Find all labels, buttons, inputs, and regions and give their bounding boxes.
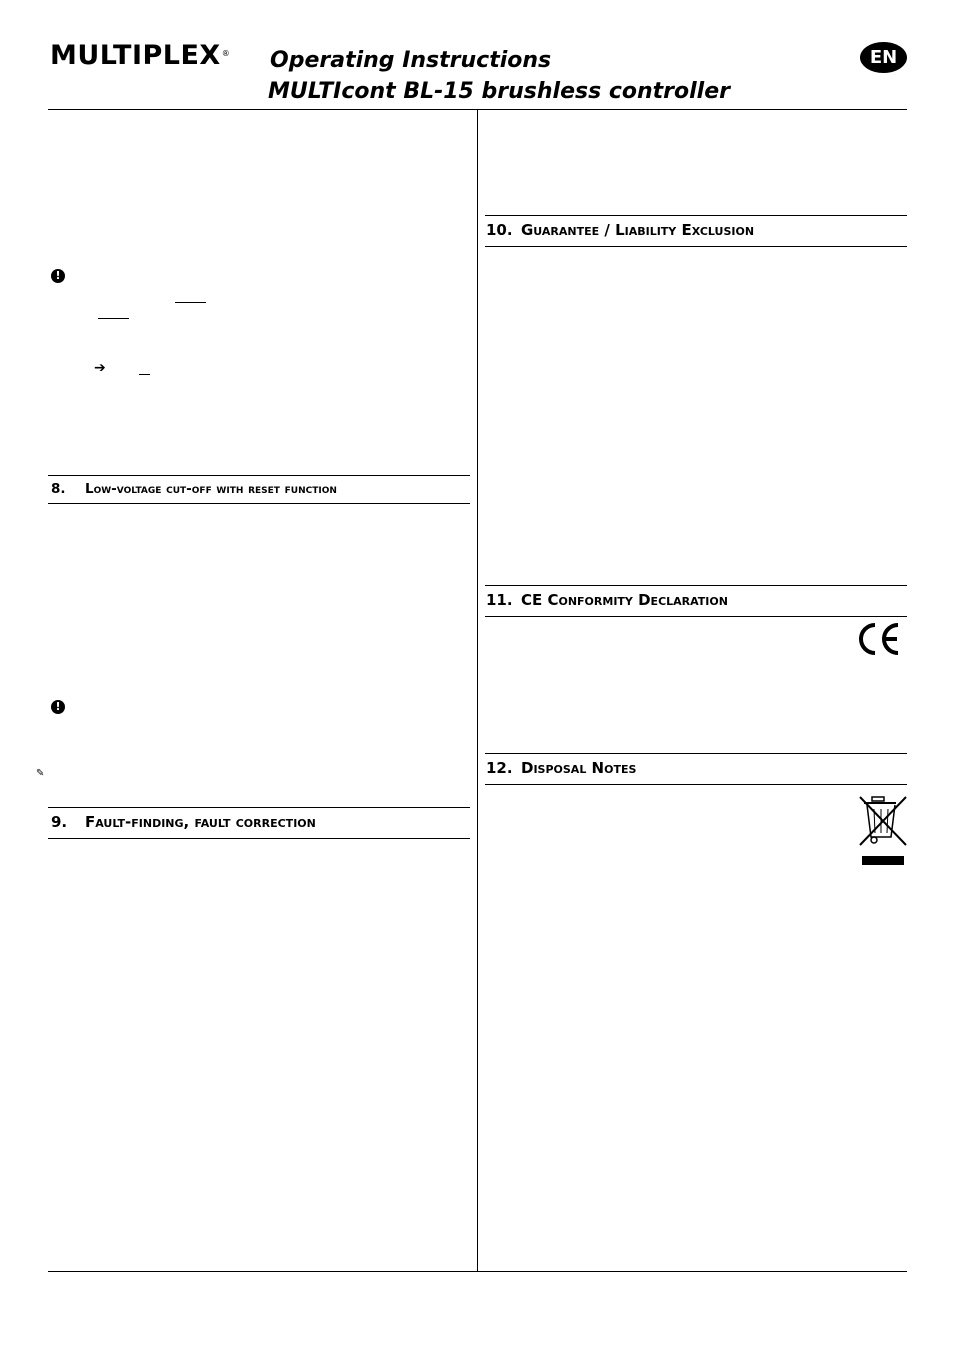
section10-title: Guarantee / Liability Exclusion xyxy=(521,221,755,239)
section9-rule-bottom xyxy=(48,838,470,839)
section8-rule-bottom xyxy=(48,503,470,504)
column-divider xyxy=(477,109,478,1271)
crossed-out-bin-icon xyxy=(858,795,908,867)
underline-mark xyxy=(139,374,150,375)
section8-heading xyxy=(51,480,337,498)
ce-mark-icon xyxy=(856,621,902,657)
footer-rule xyxy=(48,1271,907,1272)
language-badge: EN xyxy=(860,42,907,73)
section10-heading xyxy=(486,221,754,239)
section11-heading xyxy=(486,591,728,609)
section8-number: 8. xyxy=(51,481,66,497)
underline-mark xyxy=(98,318,129,319)
section10-number: 10. xyxy=(486,221,513,239)
section8-rule-top xyxy=(48,475,470,476)
section11-rule-top xyxy=(485,585,907,586)
underline-mark xyxy=(175,302,206,303)
warning-icon: ! xyxy=(51,700,65,714)
section10-rule-top xyxy=(485,215,907,216)
section11-rule-bottom xyxy=(485,616,907,617)
note-icon: ✎ xyxy=(36,768,45,779)
brand-name: MULTIPLEX xyxy=(50,40,221,71)
section8-title: Low-voltage cut-off with reset function xyxy=(85,481,337,497)
section9-title: Fault-finding, fault correction xyxy=(85,813,316,831)
section11-title: CE Conformity Declaration xyxy=(521,591,728,609)
registered-mark: ® xyxy=(221,49,231,58)
doc-title-line2: MULTIcont BL-15 brushless controller xyxy=(268,79,730,104)
section12-title: Disposal Notes xyxy=(521,759,637,777)
section10-rule-bottom xyxy=(485,246,907,247)
brand-logo xyxy=(50,42,230,70)
section11-number: 11. xyxy=(486,591,513,609)
section9-heading xyxy=(51,813,316,831)
arrow-right-icon: ➔ xyxy=(94,360,106,376)
section9-number: 9. xyxy=(51,813,68,831)
section12-rule-top xyxy=(485,753,907,754)
section12-heading xyxy=(486,759,636,777)
section12-number: 12. xyxy=(486,759,513,777)
section12-rule-bottom xyxy=(485,784,907,785)
section9-rule-top xyxy=(48,807,470,808)
doc-title-line1: Operating Instructions xyxy=(270,48,552,73)
warning-icon: ! xyxy=(51,269,65,283)
